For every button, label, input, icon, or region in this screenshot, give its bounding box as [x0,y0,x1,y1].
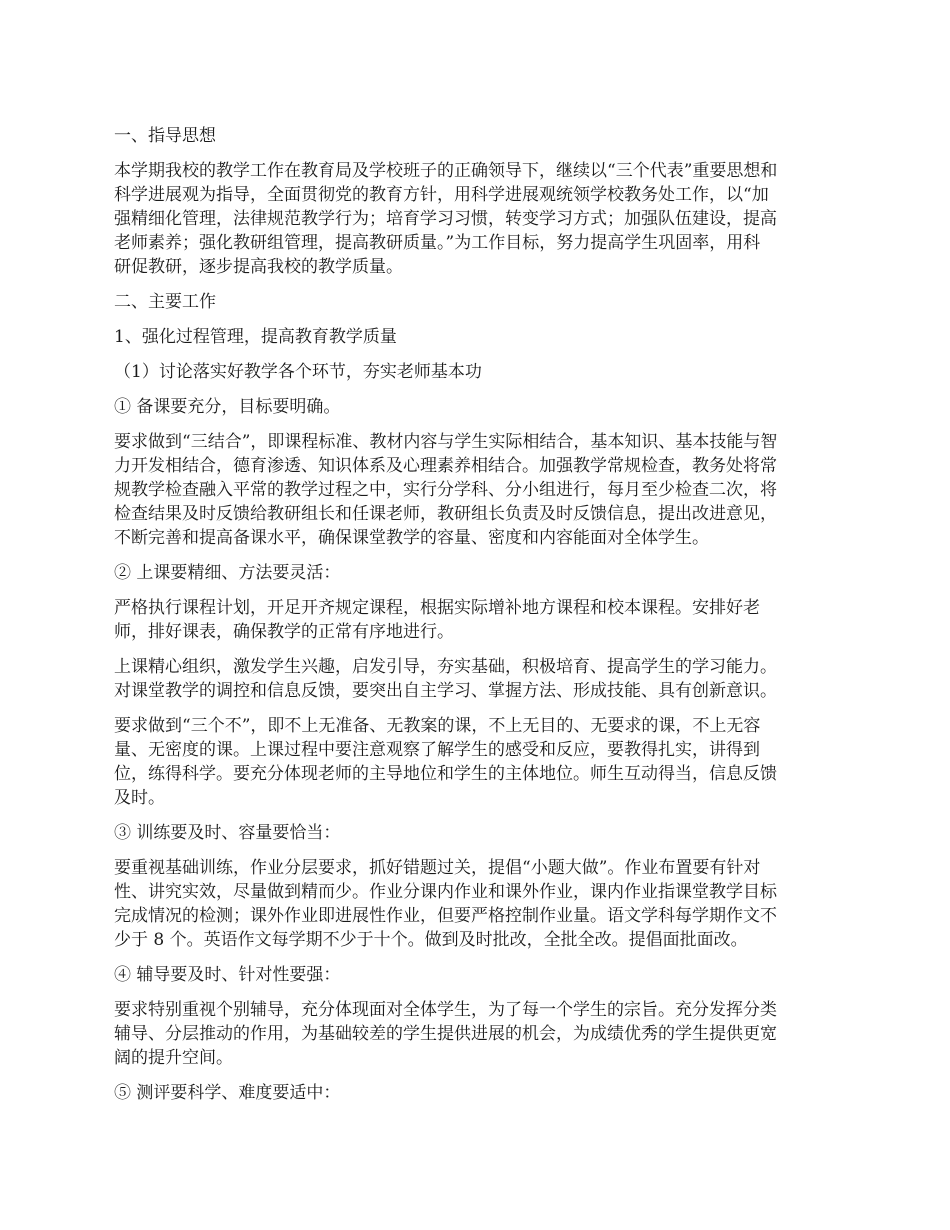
text-line: 检查结果及时反馈给教研组长和任课老师，教研组长负责及时反馈信息，提出改进意见， [114,504,777,524]
text-line: 性、讲究实效，尽量做到精而少。作业分课内作业和课外作业，课内作业指课堂教学目标 [114,882,777,902]
text-line: 完成情况的检测；课外作业即进展性作业，但要严格控制作业量。语文学科每学期作文不 [114,906,777,926]
section-heading [114,290,842,314]
section-heading [114,124,842,148]
text-line: ② 上课要精细、方法要灵活： [114,563,341,583]
text-line: 力开发相结合，德育渗透、知识体系及心理素养相结合。加强教学常规检查，教务处将常 [114,456,777,476]
text-line: 研促教研，逐步提高我校的教学质量。 [114,257,403,277]
body-paragraph [114,714,842,810]
text-line: 上课精心组织，激发学生兴趣，启发引导，夯实基础，积极培育、提高学生的学习能力。 [114,657,777,677]
text-line: 要重视基础训练，作业分层要求，抓好错题过关，提倡“小题大做”。作业布置要有针对 [114,858,761,878]
section-heading [114,395,842,419]
text-line: 1、强化过程管理，提高教育教学质量 [114,327,397,347]
text-line: ① 备课要充分，目标要明确。 [114,397,341,417]
text-line: 强精细化管理，法律规范教学行为；培育学习习惯，转变学习方式；加强队伍建设，提高 [114,209,777,229]
section-heading [114,1081,842,1105]
body-paragraph [114,856,842,952]
text-line: 及时。 [114,788,165,808]
text-line: 师，排好课表，确保教学的正常有序地进行。 [114,622,454,642]
body-paragraph [114,998,842,1070]
text-line: 本学期我校的教学工作在教育局及学校班子的正确领导下，继续以“三个代表”重要思想和 [114,161,778,181]
text-line: 量、无密度的课。上课过程中要注意观察了解学生的感受和反应，要教得扎实，讲得到 [114,740,760,760]
text-line: ④ 辅导要及时、针对性要强： [114,965,341,985]
section-heading [114,561,842,585]
section-heading [114,821,842,845]
text-line: 规教学检查融入平常的教学过程之中，实行分学科、分小组进行，每月至少检查二次，将 [114,480,777,500]
text-line: 二、主要工作 [114,292,216,312]
document-body [114,124,842,1116]
text-line: 要求做到“三个不”，即不上无准备、无教案的课，不上无目的、无要求的课，不上无容 [114,716,761,736]
text-line: 老师素养；强化教研组管理，提高教研质量。”为工作目标，努力提高学生巩固率，用科 [114,233,761,253]
section-heading [114,325,842,349]
text-line: 科学进展观为指导，全面贯彻党的教育方针，用科学进展观统领学校教务处工作，以“加 [114,185,769,205]
text-line: 对课堂教学的调控和信息反馈，要突出自主学习、掌握方法、形成技能、具有创新意识。 [114,681,777,701]
section-heading [114,963,842,987]
text-line: 要求做到“三结合”，即课程标准、教材内容与学生实际相结合，基本知识、基本技能与智 [114,432,778,452]
text-line: 少于 8 个。英语作文每学期不少于十个。做到及时批改，全批全改。提倡面批面改。 [114,930,748,950]
text-line: 严格执行课程计划，开足开齐规定课程，根据实际增补地方课程和校本课程。安排好老 [114,598,760,618]
text-line: 位，练得科学。要充分体现老师的主导地位和学生的主体地位。师生互动得当，信息反馈 [114,764,777,784]
text-line: （1）讨论落实好教学各个环节，夯实老师基本功 [114,362,482,382]
text-line: 一、指导思想 [114,126,216,146]
text-line: ③ 训练要及时、容量要恰当： [114,823,341,843]
text-line: 不断完善和提高备课水平，确保课堂教学的容量、密度和内容能面对全体学生。 [114,528,709,548]
text-line: ⑤ 测评要科学、难度要适中： [114,1083,341,1103]
text-line: 阔的提升空间。 [114,1048,233,1068]
body-paragraph [114,159,842,279]
text-line: 辅导、分层推动的作用，为基础较差的学生提供进展的机会，为成绩优秀的学生提供更宽 [114,1024,777,1044]
body-paragraph [114,596,842,644]
section-heading [114,360,842,384]
text-line: 要求特别重视个别辅导，充分体现面对全体学生，为了每一个学生的宗旨。充分发挥分类 [114,1000,777,1020]
body-paragraph [114,655,842,703]
body-paragraph [114,430,842,550]
